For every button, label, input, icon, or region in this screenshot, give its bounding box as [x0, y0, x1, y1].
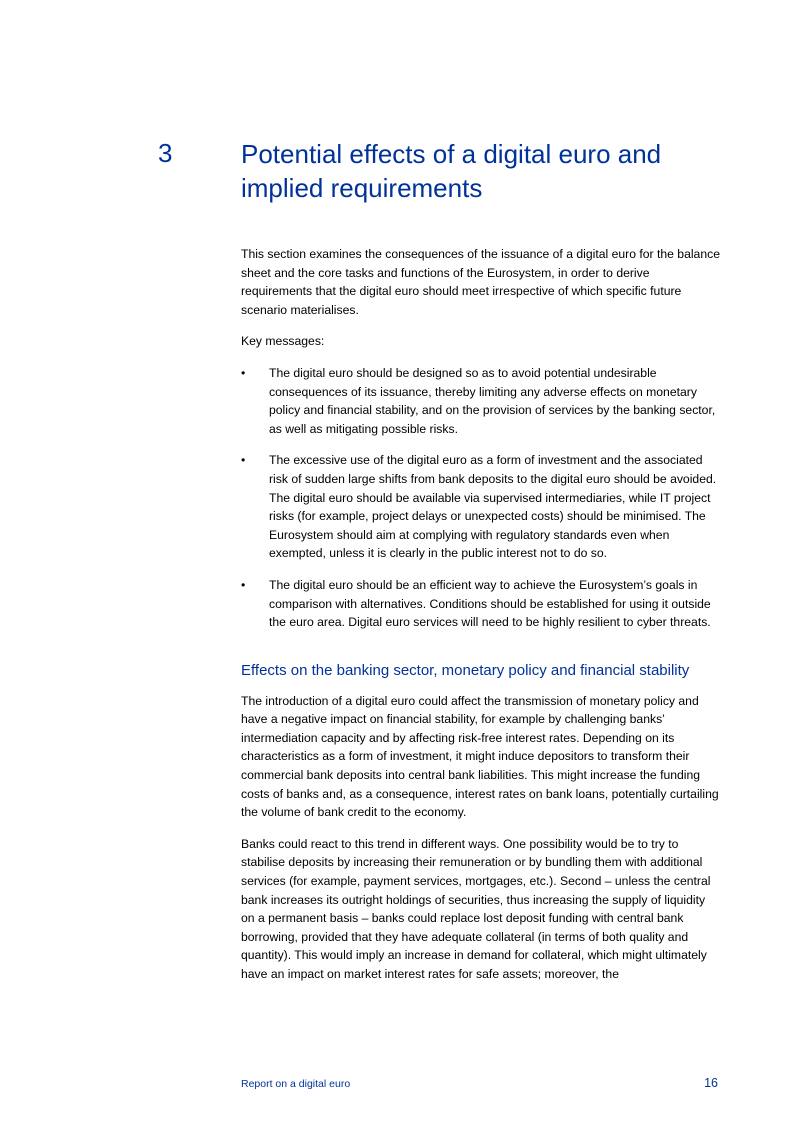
key-messages-label: Key messages: — [241, 334, 325, 349]
key-messages-list — [241, 364, 721, 632]
key-message-item — [241, 451, 721, 563]
chapter-title: Potential effects of a digital euro and implied requirements — [241, 139, 662, 203]
bullet-icon: • — [241, 577, 246, 592]
body-text — [241, 245, 721, 997]
footer-page-number: 16 — [704, 1076, 718, 1090]
section-heading: Effects on the banking sector, monetary policy and financial stability — [241, 661, 690, 679]
chapter-number: 3 — [158, 138, 173, 168]
key-message-item — [241, 364, 721, 438]
intro-paragraph: This section examines the consequences of the issuance of a digital euro for the balance sheet and the core tasks and functions of the Eurosystem, in order to derive requirements that the digital euro should meet irrespective of which specific future scenario materialises. — [241, 247, 720, 317]
key-message-text: The excessive use of the digital euro as a form of investment and the associated risk of sudden large shifts from bank deposits to the digital euro should be avoided. The digital euro should be available via supervised intermediaries, while IT project risks (for example, project delays or unexpected costs) should be minimised. The Eurosystem should aim at complying with regulatory standards even when exempted, unless it is clearly in the public interest not to do so. — [269, 453, 717, 561]
bullet-icon: • — [241, 365, 246, 380]
bullet-icon: • — [241, 453, 246, 468]
section-paragraph: The introduction of a digital euro could affect the transmission of monetary policy and have a negative impact on financial stability, for example by challenging banks’ intermediation capacity and by affecting risk-free interest rates. Depending on its characteristics as a form of investment, it might induce depositors to transform their commercial bank deposits into central bank liabilities. This might increase the funding costs of banks and, as a consequence, interest rates on bank loans, potentially curtailing the volume of bank credit to the economy. — [241, 693, 719, 820]
key-message-text: The digital euro should be an efficient way to achieve the Eurosystem’s goals in comparison with alternatives. Conditions should be established for using it outside the euro area. Digital euro services will need to be highly resilient to cyber threats. — [269, 577, 711, 630]
section-paragraph: Banks could react to this trend in different ways. One possibility would be to try to stabilise deposits by increasing their remuneration or by bundling them with additional services (for example, payment services, mortgages, etc.). Second – unless the central bank increases its outright holdings of securities, thus increasing the supply of liquidity on a permanent basis – banks could replace lost deposit funding with central bank borrowing, provided that they have adequate collateral (in terms of both quality and quantity). This would imply an increase in demand for collateral, which might ultimately have an impact on market interest rates for safe assets; moreover, the — [241, 836, 711, 981]
key-message-item — [241, 576, 721, 632]
key-message-text: The digital euro should be designed so as to avoid potential undesirable consequences of its issuance, thereby limiting any adverse effects on monetary policy and financial stability, and on the provision of services by the banking sector, as well as mitigating possible risks. — [269, 365, 716, 436]
footer-report-title: Report on a digital euro — [241, 1078, 351, 1090]
